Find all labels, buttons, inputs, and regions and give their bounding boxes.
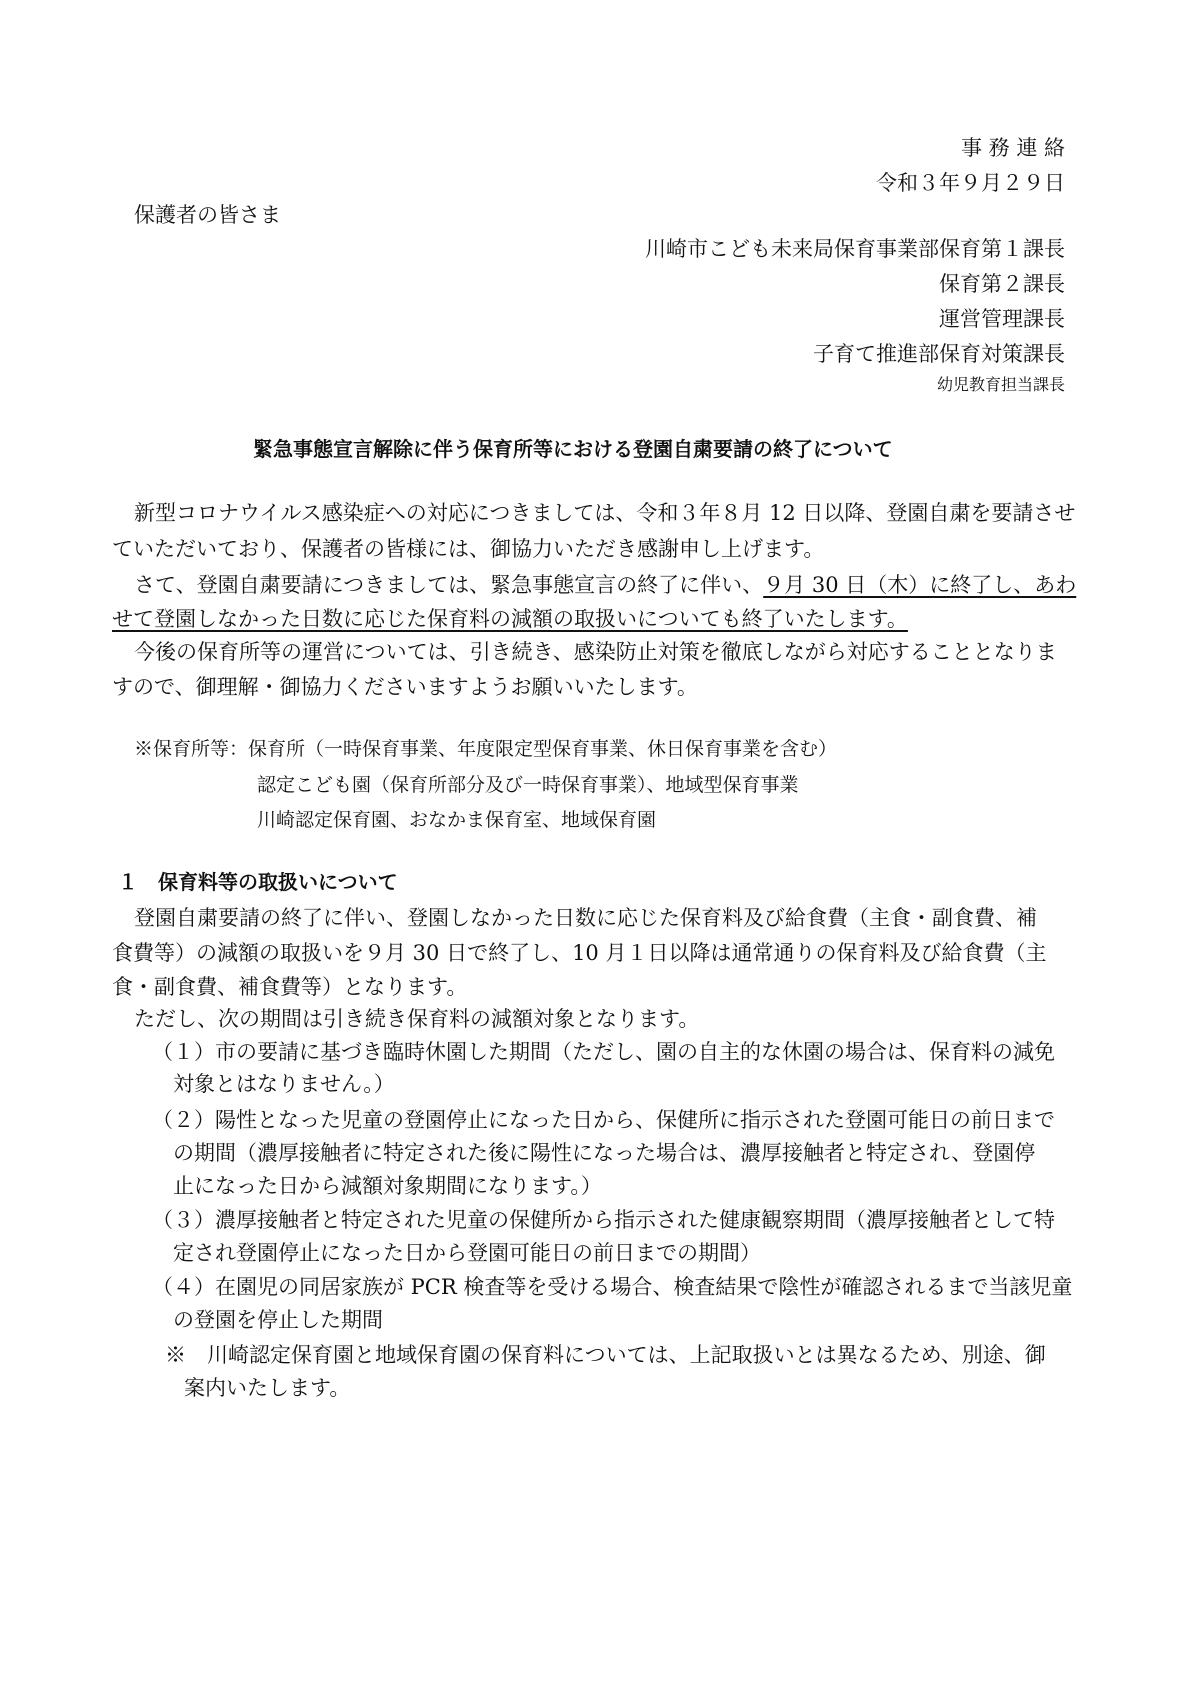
sender-line-4: 子育て推進部保育対策課長 bbox=[813, 342, 1065, 366]
list-item-4-line-1: （４）在園児の同居家族が PCR 検査等を受ける場合、検査結果で陰性が確認されるまで当該児童 bbox=[152, 1275, 1073, 1299]
sender-line-1: 川崎市こども未来局保育事業部保育第１課長 bbox=[645, 237, 1065, 261]
section-1-line-2: 食費等）の減額の取扱いを９月 30 日で終了し、10 月１日以降は通常通りの保育料及び給食費（主 bbox=[112, 941, 1047, 965]
list-item-3-line-1: （３）濃厚接触者と特定された児童の保健所から指示された健康観察期間（濃厚接触者として特 bbox=[152, 1208, 1055, 1232]
list-item-2-line-3: 止になった日から減額対象期間になります。） bbox=[173, 1174, 602, 1198]
paragraph-2-line-2: せて登園しなかった日数に応じた保育料の減額の取扱いについても終了いたします。 bbox=[112, 607, 908, 631]
section-1-line-1: 登園自粛要請の終了に伴い、登園しなかった日数に応じた保育料及び給食費（主食・副食費、補 bbox=[134, 906, 1037, 930]
sender-line-5: 幼児教育担当課長 bbox=[936, 375, 1065, 394]
list-item-3-line-2: 定され登園停止になった日から登園可能日の前日までの期間） bbox=[173, 1241, 761, 1265]
list-item-2-line-1: （２）陽性となった児童の登園停止になった日から、保健所に指示された登園可能日の前日まで bbox=[152, 1108, 1055, 1132]
section-1-line-3: 食・副食費、補食費等）となります。 bbox=[112, 975, 468, 999]
paragraph-3-line-1: 今後の保育所等の運営については、引き続き、感染防止対策を徹底しながら対応することとなりま bbox=[134, 640, 1057, 664]
paragraph-3-line-2: すので、御理解・御協力くださいますようお願いいたします。 bbox=[112, 675, 698, 699]
sender-line-2: 保育第２課長 bbox=[939, 272, 1065, 296]
note-line-2: 認定こども園（保育所部分及び一時保育事業）、地域型保育事業 bbox=[257, 774, 799, 796]
list-item-1-line-1: （１）市の要請に基づき臨時休園した期間（ただし、園の自主的な休園の場合は、保育料の減免 bbox=[152, 1040, 1055, 1064]
section-1-line-4: ただし、次の期間は引き続き保育料の減額対象となります。 bbox=[134, 1007, 700, 1031]
remark-line-2: 案内いたします。 bbox=[184, 1376, 351, 1400]
paragraph-1-line-1: 新型コロナウイルス感染症への対応につきましては、令和３年８月 12 日以降、登園自粛を要請させ bbox=[134, 501, 1076, 525]
list-item-2-line-2: の期間（濃厚接触者に特定された後に陽性になった場合は、濃厚接触者と特定され、登園停 bbox=[173, 1141, 1036, 1165]
paragraph-1-line-2: ていただいており、保護者の皆様には、御協力いただき感謝申し上げます。 bbox=[112, 537, 825, 561]
remark-line-1: ※ 川崎認定保育園と地域保育園の保育料については、上記取扱いとは異なるため、別途、御 bbox=[165, 1343, 1046, 1367]
note-line-3: 川崎認定保育園、おなかま保育室、地域保育園 bbox=[257, 809, 657, 831]
recipient: 保護者の皆さま bbox=[134, 203, 281, 227]
doc-type: 事 務 連 絡 bbox=[960, 136, 1065, 160]
paragraph-2-line-1 bbox=[134, 570, 1076, 600]
section-1-heading: １ 保育料等の取扱いについて bbox=[118, 870, 398, 894]
list-item-1-line-2: 対象とはなりません。） bbox=[173, 1072, 395, 1096]
note-line-1: ※保育所等：保育所（一時保育事業、年度限定型保育事業、休日保育事業を含む） bbox=[134, 738, 838, 760]
sender-line-3: 運営管理課長 bbox=[939, 307, 1065, 331]
doc-date: 令和３年９月２９日 bbox=[876, 171, 1065, 195]
page-title: 緊急事態宣言解除に伴う保育所等における登園自粛要請の終了について bbox=[253, 437, 893, 461]
paragraph-2-text: さて、登園自粛要請につきましては、緊急事態宣言の終了に伴い、 bbox=[134, 573, 764, 597]
highlight-end-date: ９月 30 日（木）に終了し、あわ bbox=[763, 573, 1077, 597]
list-item-4-line-2: の登園を停止した期間 bbox=[173, 1308, 383, 1332]
